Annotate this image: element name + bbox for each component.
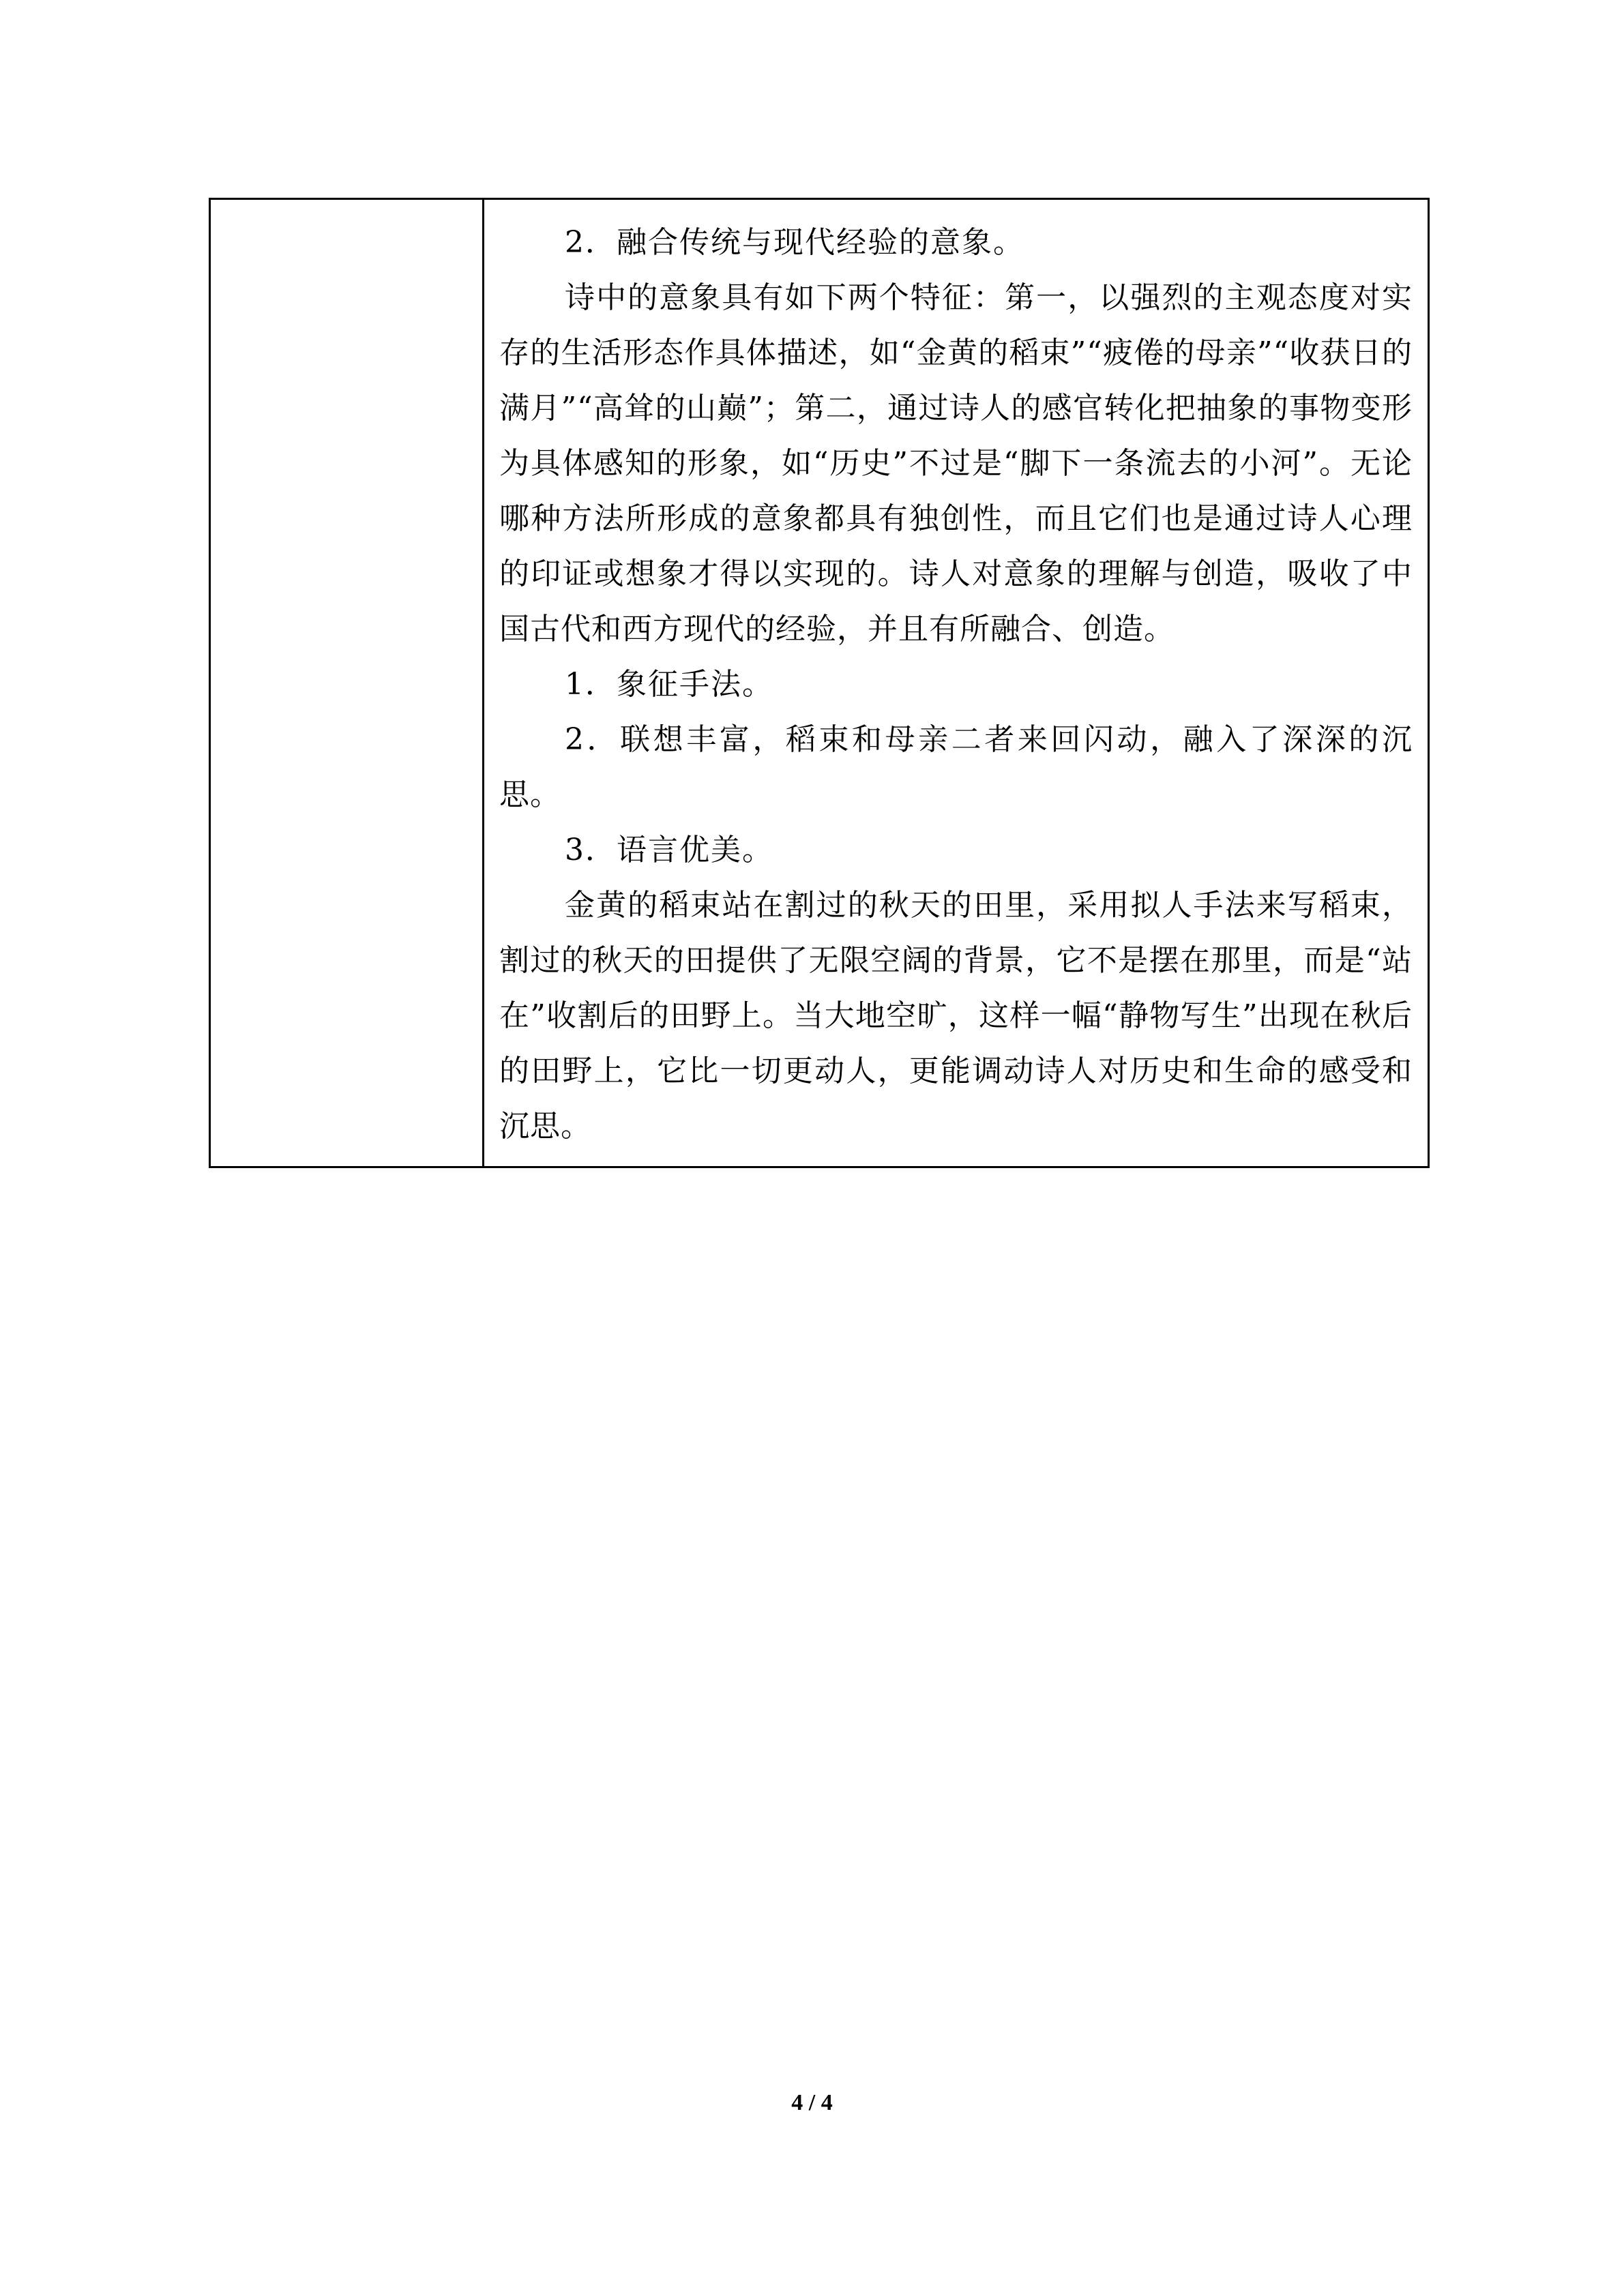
left-cell [210,199,484,1167]
right-cell [484,199,1429,1167]
paragraph-imagery-features: 诗中的意象具有如下两个特征：第一，以强烈的主观态度对实存的生活形态作具体描述，如“金黄的稻束”“疲倦的母亲”“收获日的满月”“高耸的山巅”；第二，通过诗人的感官转化把抽象的事物变形为具体感知的形象，如“历史”不过是“脚下一条流去的小河”。无论哪种方法所形成的意象都具有独创性，而且它们也是通过诗人心理的印证或想象才得以实现的。诗人对意象的理解与创造，吸收了中国古代和西方现代的经验，并且有所融合、创造。 [499,280,1413,646]
list-item-symbolism: 1．象征手法。 [565,667,773,702]
page-number: 4 / 4 [791,2090,833,2115]
right-cell-content [484,200,1428,1166]
section-heading-imagery: 2．融合传统与现代经验的意象。 [565,225,1024,260]
table-row [210,199,1429,1167]
content-table [209,198,1430,1168]
list-item-association: 2．联想丰富，稻束和母亲二者来回闪动，融入了深深的沉思。 [499,722,1413,812]
paragraph-golden-sheaves: 金黄的稻束站在割过的秋天的田里，采用拟人手法来写稻束，割过的秋天的田提供了无限空阔的背景，它不是摆在那里，而是“站在”收割后的田野上。当大地空旷，这样一幅“静物写生”出现在秋后的田野上，它比一切更动人，更能调动诗人对历史和生命的感受和沉思。 [499,888,1413,1144]
list-item-language: 3．语言优美。 [565,833,773,867]
